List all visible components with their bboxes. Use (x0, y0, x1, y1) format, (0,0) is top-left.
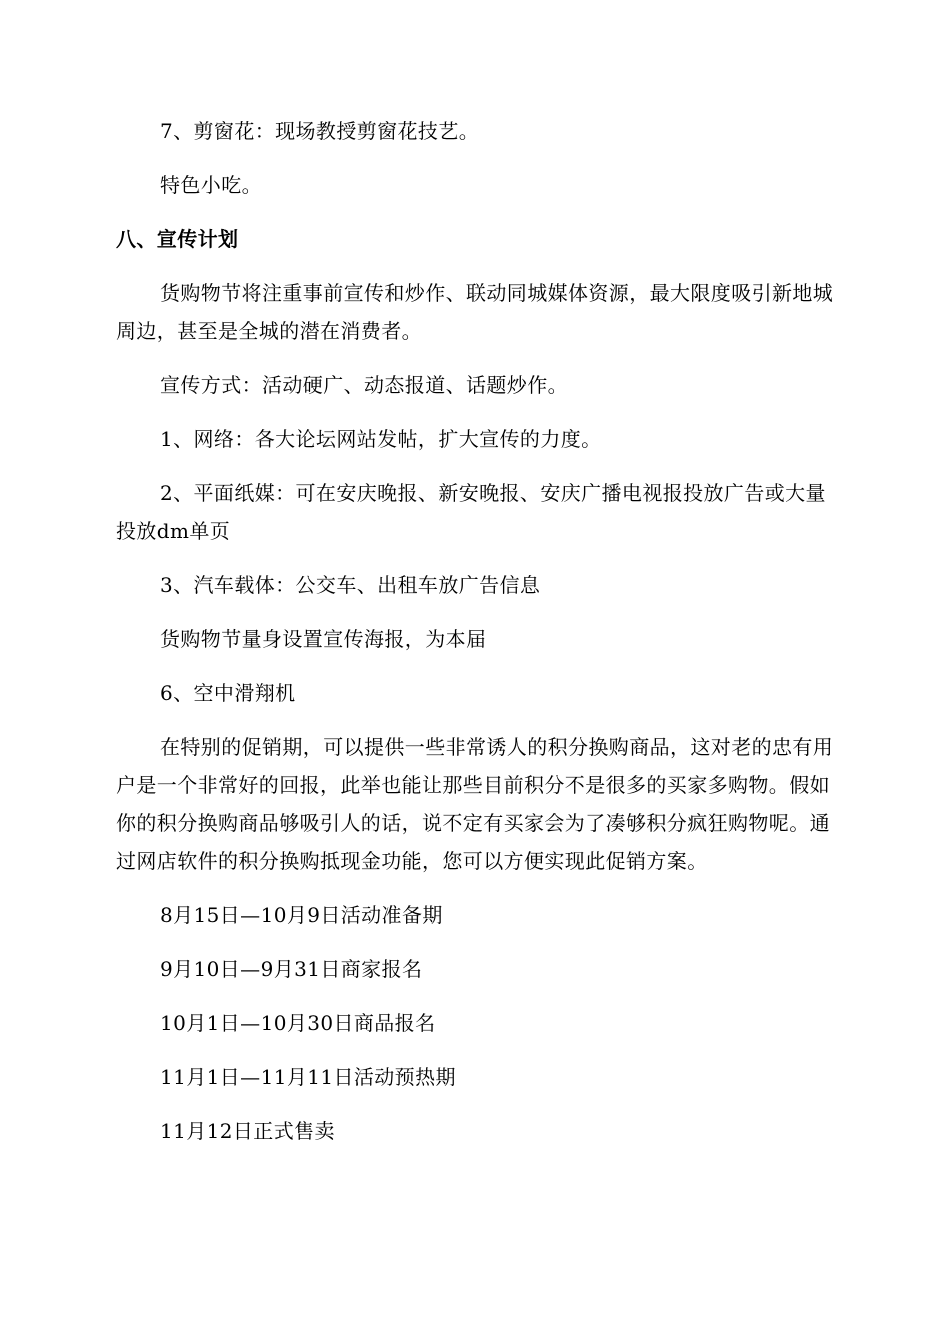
paragraph-publicity-intro: 货购物节将注重事前宣传和炒作、联动同城媒体资源，最大限度吸引新地城周边，甚至是全城的潜在消费者。 (116, 281, 834, 343)
paragraph-publicity-methods: 宣传方式：活动硬广、动态报道、话题炒作。 (160, 373, 568, 397)
paragraph-schedule-warmup: 11月1日—11月11日活动预热期 (160, 1065, 456, 1089)
paragraph-schedule-merchant-signup: 9月10日—9月31日商家报名 (160, 957, 423, 981)
document-body (116, 112, 836, 1166)
paragraph-schedule-prep: 8月15日—10月9日活动准备期 (160, 903, 443, 927)
paragraph-snacks: 特色小吃。 (160, 173, 262, 197)
paragraph-poster: 货购物节量身设置宣传海报，为本届 (160, 627, 487, 651)
paragraph-print-media: 2、平面纸媒：可在安庆晚报、新安晚报、安庆广播电视报投放广告或大量投放dm单页 (116, 481, 826, 543)
paragraph-glider: 6、空中滑翔机 (160, 681, 296, 705)
paragraph-vehicle-ads: 3、汽车载体：公交车、出租车放广告信息 (160, 573, 541, 597)
paragraph-schedule-product-signup: 10月1日—10月30日商品报名 (160, 1011, 436, 1035)
section-heading-publicity: 八、宣传计划 (116, 227, 239, 251)
paragraph-network: 1、网络：各大论坛网站发帖，扩大宣传的力度。 (160, 427, 602, 451)
paragraph-cut-paper: 7、剪窗花：现场教授剪窗花技艺。 (160, 119, 480, 143)
paragraph-schedule-sale: 11月12日正式售卖 (160, 1119, 335, 1143)
paragraph-points-promotion: 在特别的促销期，可以提供一些非常诱人的积分换购商品，这对老的忠有用户是一个非常好的回报，此举也能让那些目前积分不是很多的买家多购物。假如你的积分换购商品够吸引人的话，说不定有买家会为了凑够积分疯狂购物呢。通过网店软件的积分换购抵现金功能，您可以方便实现此促销方案。 (116, 735, 834, 873)
